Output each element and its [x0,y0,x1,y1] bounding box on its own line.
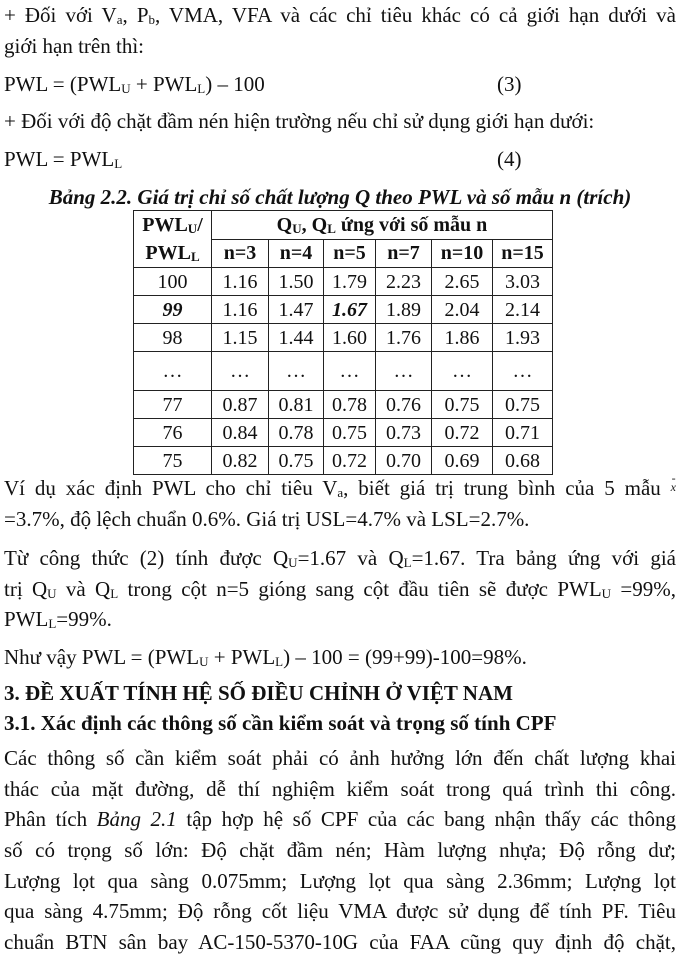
table-caption: Bảng 2.2. Giá trị chỉ số chất lượng Q theo PWL và số mẫu n (trích) [48,185,632,209]
cell: 0.68 [493,447,553,475]
cell: 2.14 [493,296,553,324]
paragraph-5-line-7: chuẩn BTN sân bay AC-150-5370-10G của FAA cũng quy định độ chặt, [4,930,676,954]
cell: … [324,352,376,391]
cell-highlight: 1.67 [324,296,376,324]
row-pwl: 100 [134,268,212,296]
header-n10: n=10 [432,239,493,268]
cell: 3.03 [493,268,553,296]
cell: 2.04 [432,296,493,324]
cell: 1.89 [376,296,432,324]
paragraph-3-line-2: trị $Q_U$ và $Q_L$ trong cột n=5 gióng sang cột đầu tiên sẽ được $PWL_U =99\%$, [4,577,676,601]
x-bar-symbol: - x [671,474,676,500]
cell: 0.78 [324,391,376,419]
table-reference: Bảng 2.1 [96,807,177,831]
cell: 0.84 [212,419,269,447]
table-row [134,447,553,475]
cell: 1.15 [212,324,269,352]
table-row-ellipsis [134,352,553,391]
cell: … [432,352,493,391]
row-pwl-highlight: 99 [134,296,212,324]
cell: … [269,352,324,391]
cell: 1.76 [376,324,432,352]
paragraph-5-line-4: số có trọng số lớn: Độ chặt đầm nén; Hàm lượng nhựa; Độ rỗng dư; [4,838,676,862]
cell: 0.70 [376,447,432,475]
cell: 0.78 [269,419,324,447]
cell: 1.79 [324,268,376,296]
paragraph-1-line-1: + Đối với $V_a$, $P_b$, VMA, VFA và các chỉ tiêu khác có cả giới hạn dưới và [4,3,676,27]
table-row [134,296,553,324]
header-n4: n=4 [269,239,324,268]
paragraph-2: + Đối với độ chặt đầm nén hiện trường nếu chỉ sử dụng giới hạn dưới: [4,109,595,133]
header-n5: n=5 [324,239,376,268]
table-row [134,324,553,352]
cell: … [376,352,432,391]
cell: 0.76 [376,391,432,419]
example-line-1: Ví dụ xác định PWL cho chỉ tiêu $V_a$, biết giá trị trung bình của 5 mẫu - x [4,475,676,504]
row-pwl: 98 [134,324,212,352]
cell: 1.86 [432,324,493,352]
cell: 0.75 [432,391,493,419]
row-pwl: … [134,352,212,391]
paragraph-5-line-1: Các thông số cần kiểm soát phải có ảnh hưởng lớn đến chất lượng khai [4,746,676,770]
cell: 1.60 [324,324,376,352]
cell: 0.75 [324,419,376,447]
cell: … [493,352,553,391]
header-n3: n=3 [212,239,269,268]
cell: 0.73 [376,419,432,447]
cell: 0.75 [269,447,324,475]
cell: 1.47 [269,296,324,324]
equation-3-number: (3) [497,72,522,96]
cell: 1.16 [212,296,269,324]
section-heading: 3. ĐỀ XUẤT TÍNH HỆ SỐ ĐIỀU CHỈNH Ở VIỆT NAM [4,681,513,705]
paragraph-5-line-5: Lượng lọt qua sàng 0.075mm; Lượng lọt qua sàng 2.36mm; Lượng lọt [4,869,676,893]
equation-3: PWL = $(PWL_U + PWL_L) - 100$ [4,72,265,96]
cell: 1.50 [269,268,324,296]
cell: 0.72 [324,447,376,475]
paragraph-4: Như vậy PWL = $(PWL_U + PWL_L) - 100 = (99+99)-100=98\%$. [4,645,527,669]
cell: 0.82 [212,447,269,475]
row-pwl: 75 [134,447,212,475]
quality-index-table [133,210,553,475]
equation-4: PWL = $PWL_L$ [4,147,123,171]
cell: 2.23 [376,268,432,296]
row-pwl: 76 [134,419,212,447]
cell: 0.69 [432,447,493,475]
subsection-heading: 3.1. Xác định các thông số cần kiểm soát và trọng số tính CPF [4,711,557,735]
header-pwl: $PWL_U/$ $PWL_L$ [134,211,212,268]
cell: 0.72 [432,419,493,447]
table-row [134,391,553,419]
cell: 2.65 [432,268,493,296]
header-q-group: $Q_U$, $Q_L$ ứng với số mẫu n [212,211,553,240]
table-row [134,268,553,296]
example-line-2: =3.7%, độ lệch chuẩn 0.6%. Giá trị USL=4.7% và LSL=2.7%. [4,507,530,531]
paragraph-5-line-3: Phân tích Bảng 2.1 tập hợp hệ số CPF của các bang nhận thấy các thông [4,807,676,831]
cell: 0.81 [269,391,324,419]
cell: 1.16 [212,268,269,296]
header-n15: n=15 [493,239,553,268]
paragraph-1-line-2: giới hạn trên thì: [4,34,144,58]
header-n7: n=7 [376,239,432,268]
cell: 1.93 [493,324,553,352]
table-row [134,419,553,447]
cell: 0.71 [493,419,553,447]
cell: 0.87 [212,391,269,419]
equation-4-number: (4) [497,147,522,171]
paragraph-3-line-1: Từ công thức (2) tính được $Q_U=1.67$ và $Q_L=1.67$. Tra bảng ứng với giá [4,546,676,570]
paragraph-3-line-3: $PWL_L=99\%$. [4,607,112,631]
paragraph-5-line-6: qua sàng 4.75mm; Độ rỗng cốt liệu VMA được sử dụng để tính PF. Tiêu [4,899,676,923]
paragraph-5-line-2: thác của mặt đường, dễ thí nghiệm kiểm soát trong quá trình thi công. [4,777,676,801]
row-pwl: 77 [134,391,212,419]
cell: 1.44 [269,324,324,352]
cell: 0.75 [493,391,553,419]
cell: … [212,352,269,391]
